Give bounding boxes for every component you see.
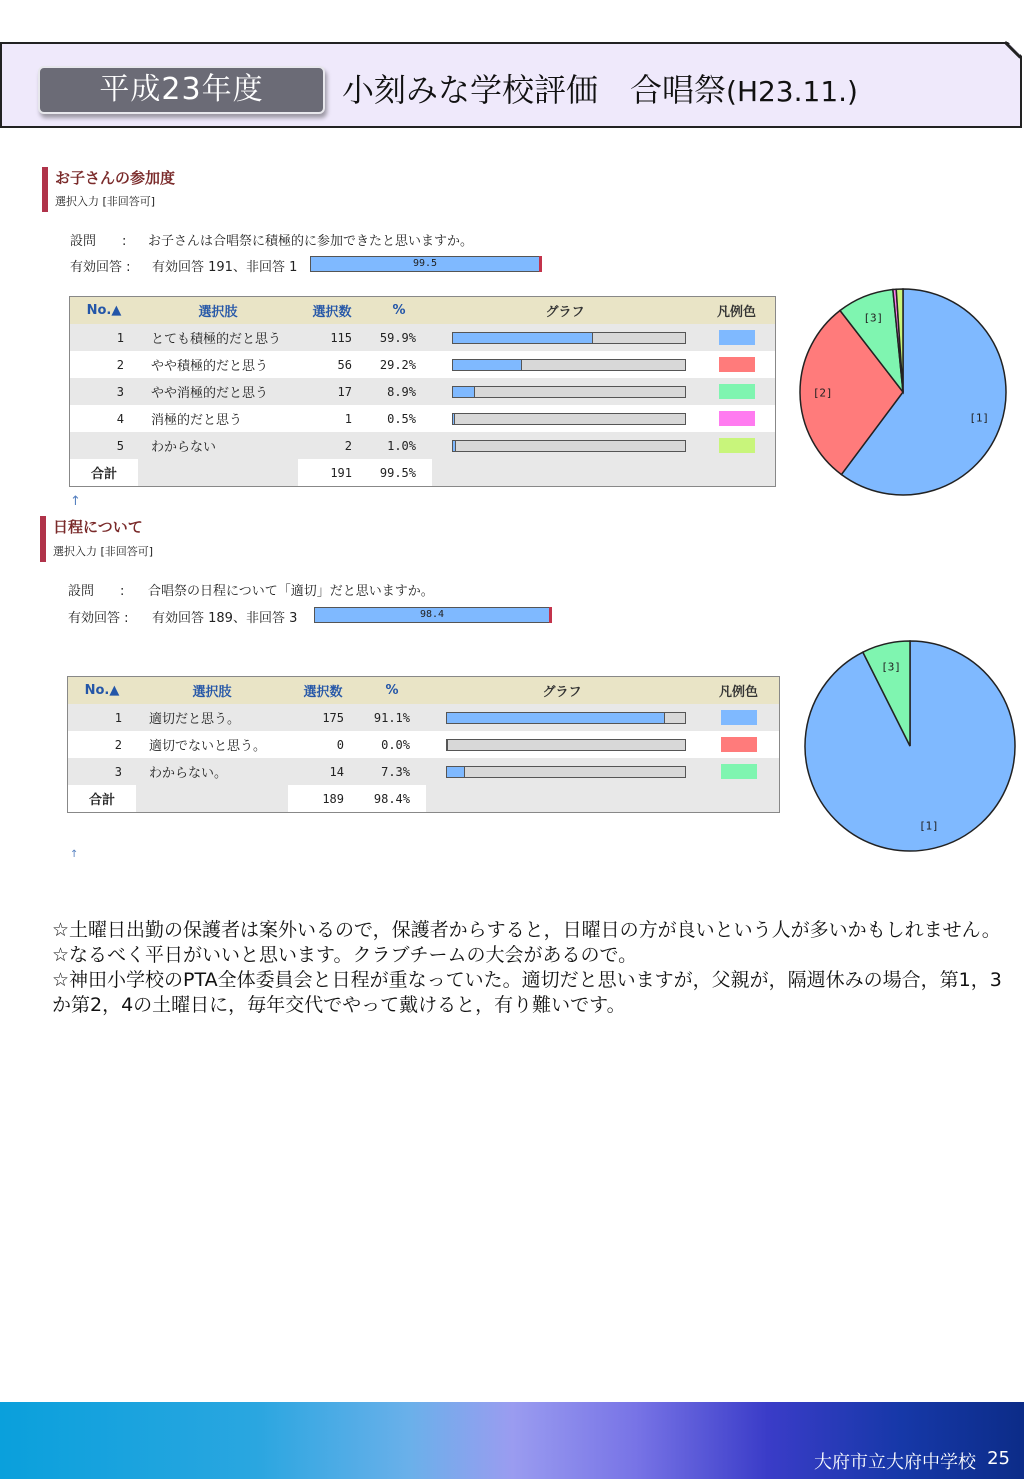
row-legend-cell	[698, 405, 775, 432]
section2-response-bar-remainder	[549, 607, 552, 623]
comments-block	[52, 918, 1002, 1018]
comment-2: ☆なるべく平日がいいと思います。クラブチームの大会があるので。	[52, 944, 638, 966]
year-badge: 平成23年度	[38, 66, 325, 114]
pie-label-1: [1]	[918, 819, 939, 833]
row-graph-cell	[432, 351, 698, 378]
row-graph-fill	[453, 441, 456, 451]
row-count: 56	[337, 357, 352, 372]
title-suffix: (H23.11.)	[726, 75, 858, 108]
col-choice: 選択肢	[198, 305, 238, 320]
col-count: 選択数	[303, 685, 343, 700]
table-row	[68, 758, 779, 785]
section1-response-bar: 99.5	[310, 256, 540, 272]
comment-3: ☆神田小学校のPTA全体委員会と日程が重なっていた。適切だと思いますが，父親が，隔週休みの場合，第1，3か第2，4の土曜日に，毎年交代でやって戴けると，有り難いです。	[52, 969, 1002, 1016]
pie-label-3: [3]	[863, 311, 884, 325]
section2-response: 有効回答 189、非回答 3	[152, 611, 298, 626]
table-row	[70, 405, 775, 432]
row-legend-cell	[698, 378, 775, 405]
row-no: 2	[116, 357, 124, 372]
row-graph-cell	[432, 378, 698, 405]
row-count: 175	[322, 710, 344, 725]
row-legend-cell	[698, 704, 779, 731]
row-pct: 7.3%	[381, 764, 410, 779]
row-count: 2	[344, 438, 352, 453]
row-count: 14	[329, 764, 344, 779]
pie-label-1: [1]	[969, 411, 990, 425]
row-graph-cell	[432, 405, 698, 432]
legend-swatch	[719, 411, 755, 426]
legend-swatch	[721, 764, 757, 779]
row-graph-cell	[426, 758, 698, 785]
row-choice: 消極的だと思う	[151, 413, 243, 428]
row-graph-cell	[426, 731, 698, 758]
back-to-top-link-2[interactable]: ↑	[70, 849, 79, 860]
row-no: 2	[114, 737, 122, 752]
row-pct: 0.0%	[381, 737, 410, 752]
row-choice: とても積極的だと思う	[151, 332, 282, 347]
legend-swatch	[719, 357, 755, 372]
legend-swatch	[719, 384, 755, 399]
total-pct: 99.5%	[379, 465, 416, 480]
row-graph-fill	[453, 387, 475, 397]
comment-1: ☆土曜日出勤の保護者は案外いるので，保護者からすると，日曜日の方が良いという人が多いかもしれません。	[52, 919, 1001, 941]
legend-swatch	[719, 438, 755, 453]
col-pct: %	[392, 303, 406, 318]
section2-results-table	[67, 676, 780, 813]
page-number: 25	[987, 1448, 1010, 1469]
row-graph-bar	[452, 359, 686, 371]
total-label: 合計	[88, 793, 115, 808]
total-legend-spacer	[698, 785, 779, 812]
row-legend-cell	[698, 731, 779, 758]
total-spacer	[136, 785, 288, 812]
col-count: 選択数	[312, 305, 352, 320]
section2-title: 日程について	[53, 518, 143, 536]
col-graph: グラフ	[545, 305, 585, 320]
section1-response-label: 有効回答 :	[70, 260, 131, 275]
col-pct: %	[385, 683, 399, 698]
row-graph-cell	[426, 704, 698, 731]
row-count: 17	[337, 384, 352, 399]
row-choice: 適切でないと思う。	[149, 739, 267, 754]
row-legend-cell	[698, 324, 775, 351]
section1-response: 有効回答 191、非回答 1	[152, 260, 298, 275]
total-row	[68, 785, 779, 812]
table-header-row	[68, 677, 779, 704]
section2-response-bar: 98.4	[314, 607, 550, 623]
col-legend: 凡例色	[716, 305, 756, 320]
section2-pie-chart	[802, 638, 1018, 854]
row-count: 115	[330, 330, 352, 345]
section1-question: お子さんは合唱祭に積極的に参加できたと思いますか。	[148, 234, 474, 249]
school-name: 大府市立大府中学校	[814, 1452, 976, 1473]
section1-pie-chart	[797, 286, 1009, 498]
row-choice: わからない。	[149, 766, 228, 781]
row-graph-bar	[452, 332, 686, 344]
row-no: 4	[116, 411, 124, 426]
col-legend: 凡例色	[718, 685, 758, 700]
section1-response-bar-remainder	[539, 256, 542, 272]
row-no: 1	[114, 710, 122, 725]
row-graph-bar	[452, 440, 686, 452]
row-graph-bar	[452, 413, 686, 425]
row-choice: やや消極的だと思う	[151, 386, 269, 401]
row-graph-fill	[447, 740, 448, 750]
section2-marker	[40, 516, 46, 562]
table-row	[70, 351, 775, 378]
col-no[interactable]: No.▲	[86, 303, 122, 318]
total-graph-spacer	[426, 785, 698, 812]
row-graph-fill	[447, 767, 465, 777]
total-legend-spacer	[698, 459, 775, 486]
row-choice: わからない	[151, 440, 217, 455]
row-graph-cell	[432, 324, 698, 351]
row-graph-bar	[452, 386, 686, 398]
section1-question-label: 設問 :	[70, 234, 127, 249]
row-choice: 適切だと思う。	[149, 712, 241, 727]
legend-swatch	[721, 737, 757, 752]
table-row	[70, 378, 775, 405]
total-spacer	[138, 459, 298, 486]
total-row	[70, 459, 775, 486]
row-graph-bar	[446, 739, 686, 751]
page-title	[342, 66, 858, 116]
row-count: 0	[336, 737, 344, 752]
col-no[interactable]: No.▲	[84, 683, 120, 698]
row-no: 3	[116, 384, 124, 399]
table-row	[68, 731, 779, 758]
row-pct: 29.2%	[379, 357, 416, 372]
table-row	[68, 704, 779, 731]
section2-subtitle: 選択入力 [非回答可]	[53, 545, 154, 558]
section1-subtitle: 選択入力 [非回答可]	[55, 195, 156, 208]
total-graph-spacer	[432, 459, 698, 486]
section2-response-label: 有効回答 :	[68, 611, 129, 626]
total-label: 合計	[90, 467, 117, 482]
col-choice: 選択肢	[192, 685, 232, 700]
row-legend-cell	[698, 432, 775, 459]
row-pct: 1.0%	[387, 438, 416, 453]
row-graph-fill	[453, 333, 593, 343]
col-graph: グラフ	[542, 685, 582, 700]
row-graph-fill	[453, 360, 522, 370]
row-choice: やや積極的だと思う	[151, 359, 269, 374]
row-graph-bar	[446, 712, 686, 724]
section1-marker	[42, 167, 48, 212]
row-no: 1	[116, 330, 124, 345]
row-graph-fill	[447, 713, 665, 723]
row-legend-cell	[698, 351, 775, 378]
row-graph-fill	[453, 414, 455, 424]
row-pct: 91.1%	[373, 710, 410, 725]
title-main: 小刻みな学校評価 合唱祭	[342, 71, 727, 109]
row-legend-cell	[698, 758, 779, 785]
total-count: 189	[322, 791, 344, 806]
row-pct: 59.9%	[379, 330, 416, 345]
row-pct: 8.9%	[387, 384, 416, 399]
section1-results-table	[69, 296, 776, 487]
pie-label-2: [2]	[812, 386, 833, 400]
row-graph-bar	[446, 766, 686, 778]
row-pct: 0.5%	[387, 411, 416, 426]
section2-question: 合唱祭の日程について「適切」だと思いますか。	[148, 584, 434, 599]
legend-swatch	[721, 710, 757, 725]
table-row	[70, 432, 775, 459]
legend-swatch	[719, 330, 755, 345]
section2-question-label: 設問 :	[68, 584, 125, 599]
row-count: 1	[344, 411, 352, 426]
pie-label-3: [3]	[881, 660, 902, 674]
row-no: 5	[116, 438, 124, 453]
total-pct: 98.4%	[373, 791, 410, 806]
row-no: 3	[114, 764, 122, 779]
section1-title: お子さんの参加度	[55, 169, 176, 187]
table-header-row	[70, 297, 775, 324]
back-to-top-link-1[interactable]: ↑	[70, 494, 81, 509]
total-count: 191	[330, 465, 352, 480]
table-row	[70, 324, 775, 351]
row-graph-cell	[432, 432, 698, 459]
